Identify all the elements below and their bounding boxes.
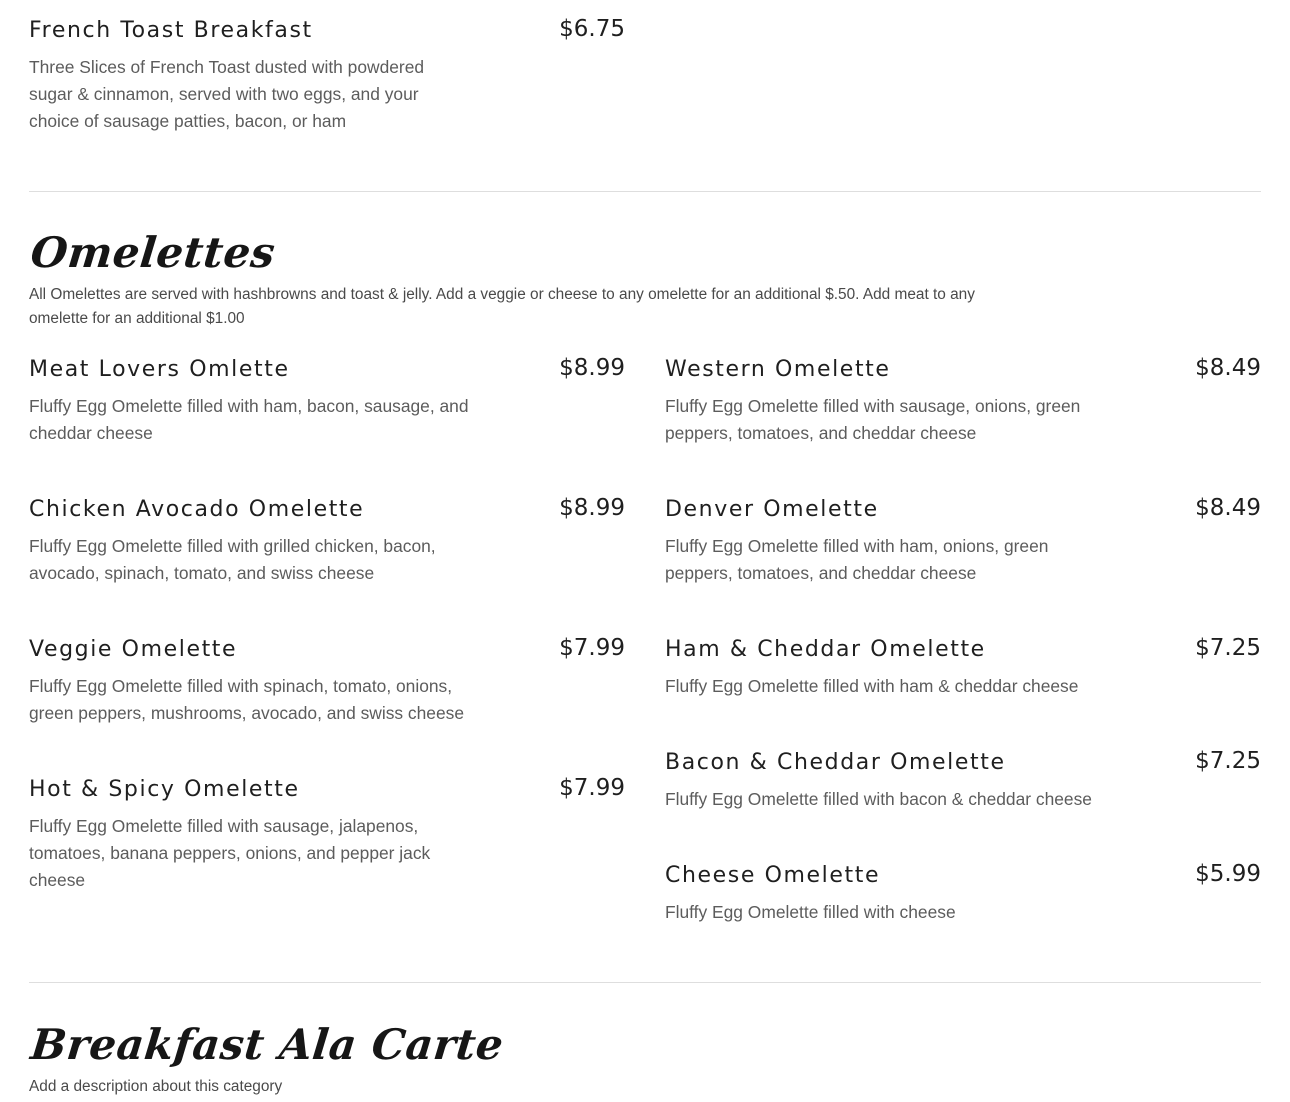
- item-description: Fluffy Egg Omelette filled with sausage, onions, green peppers, tomatoes, and cheddar cheese: [665, 396, 1081, 443]
- section-description-breakfast-ala-carte: Add a description about this category: [29, 1078, 283, 1095]
- menu-item-french-toast-breakfast: [29, 18, 625, 135]
- section-divider: [29, 982, 1261, 983]
- item-description: Fluffy Egg Omelette filled with grilled chicken, bacon, avocado, spinach, tomato, and swiss cheese: [29, 536, 436, 583]
- item-name: Western Omelette: [665, 357, 891, 382]
- item-price: $7.25: [1195, 748, 1261, 774]
- menu-item-hot-spicy-omelette: [29, 777, 625, 894]
- section-description-omelettes: All Omelettes are served with hashbrowns and toast & jelly. Add a veggie or cheese to any omelette for an additional $.50. Add meat to any omelette for an additional $1.00: [29, 286, 975, 327]
- section-title-omelettes: Omelettes: [28, 228, 278, 277]
- menu-item-chicken-avocado-omelette: [29, 497, 625, 587]
- item-price: $5.99: [1195, 861, 1261, 887]
- item-price: $8.49: [1195, 355, 1261, 381]
- item-name: French Toast Breakfast: [29, 18, 313, 43]
- item-price: $8.99: [559, 355, 625, 381]
- section-divider: [29, 191, 1261, 192]
- menu-item-veggie-omelette: [29, 637, 625, 727]
- item-name: Ham & Cheddar Omelette: [665, 637, 986, 662]
- menu-item-cheese-omelette: [665, 863, 1261, 926]
- item-price: $7.25: [1195, 635, 1261, 661]
- item-name: Bacon & Cheddar Omelette: [665, 750, 1006, 775]
- item-description: Fluffy Egg Omelette filled with spinach, tomato, onions, green peppers, mushrooms, avocado, and swiss cheese: [29, 676, 465, 723]
- item-price: $6.75: [559, 16, 625, 42]
- item-name: Hot & Spicy Omelette: [29, 777, 300, 802]
- menu-item-ham-cheddar-omelette: [665, 637, 1261, 700]
- item-description: Fluffy Egg Omelette filled with cheese: [665, 902, 956, 922]
- item-price: $8.49: [1195, 495, 1261, 521]
- menu-item-meat-lovers-omlette: [29, 357, 625, 447]
- menu-item-denver-omelette: [665, 497, 1261, 587]
- item-name: Meat Lovers Omlette: [29, 357, 290, 382]
- item-description: Fluffy Egg Omelette filled with ham, onions, green peppers, tomatoes, and cheddar cheese: [665, 536, 1049, 583]
- item-name: Denver Omelette: [665, 497, 879, 522]
- menu-item-bacon-cheddar-omelette: [665, 750, 1261, 813]
- menu-item-western-omelette: [665, 357, 1261, 447]
- item-name: Chicken Avocado Omelette: [29, 497, 365, 522]
- item-description: Fluffy Egg Omelette filled with sausage, jalapenos, tomatoes, banana peppers, onions, and pepper jack cheese: [29, 816, 431, 890]
- item-description: Three Slices of French Toast dusted with powdered sugar & cinnamon, served with two eggs, and your choice of sausage patties, bacon, or ham: [29, 57, 425, 131]
- item-name: Cheese Omelette: [665, 863, 881, 888]
- item-price: $7.99: [559, 635, 625, 661]
- item-price: $8.99: [559, 495, 625, 521]
- item-price: $7.99: [559, 775, 625, 801]
- item-description: Fluffy Egg Omelette filled with bacon & cheddar cheese: [665, 789, 1092, 809]
- item-name: Veggie Omelette: [29, 637, 238, 662]
- item-description: Fluffy Egg Omelette filled with ham, bacon, sausage, and cheddar cheese: [29, 396, 469, 443]
- section-title-breakfast-ala-carte: Breakfast Ala Carte: [28, 1020, 506, 1069]
- item-description: Fluffy Egg Omelette filled with ham & cheddar cheese: [665, 676, 1079, 696]
